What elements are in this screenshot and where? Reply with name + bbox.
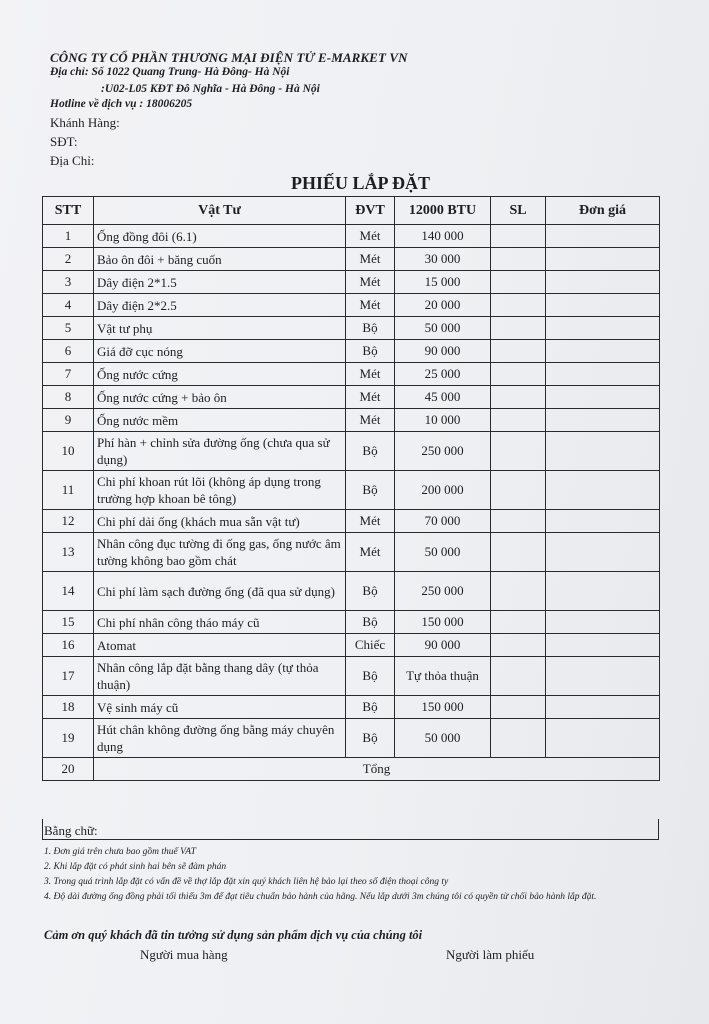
row-stt: 3 <box>43 271 94 294</box>
table-row <box>43 572 660 611</box>
row-unit-price <box>546 572 660 611</box>
company-hotline: Hotline về dịch vụ : 18006205 <box>50 98 193 110</box>
table-row <box>43 719 660 758</box>
row-quantity <box>491 634 546 657</box>
row-stt: 17 <box>43 657 94 696</box>
row-unit: Mét <box>346 294 395 317</box>
customer-name-label: Khánh Hàng: <box>50 115 120 130</box>
row-unit: Mét <box>346 248 395 271</box>
row-unit-price <box>546 248 660 271</box>
row-unit-price <box>546 634 660 657</box>
row-quantity <box>491 363 546 386</box>
row-quantity <box>491 696 546 719</box>
row-unit-price <box>546 363 660 386</box>
row-quantity <box>491 271 546 294</box>
row-unit-price <box>546 533 660 572</box>
customer-phone-label: SĐT: <box>50 134 78 149</box>
row-price: 250 000 <box>395 432 491 471</box>
customer-address-label: Địa Chỉ: <box>50 153 95 168</box>
table-row <box>43 634 660 657</box>
row-unit-price <box>546 611 660 634</box>
table-row <box>43 409 660 432</box>
row-unit-price <box>546 409 660 432</box>
table-total-row <box>43 758 660 781</box>
table-row <box>43 510 660 533</box>
row-item-name: Ống nước mềm <box>94 409 346 432</box>
row-price: 50 000 <box>395 719 491 758</box>
row-item-name: Ống nước cứng <box>94 363 346 386</box>
notes <box>44 845 644 905</box>
row-unit: Bộ <box>346 471 395 510</box>
amount-in-words-box <box>42 819 659 840</box>
row-stt: 1 <box>43 225 94 248</box>
table-row <box>43 471 660 510</box>
row-item-name: Vệ sinh máy cũ <box>94 696 346 719</box>
row-price: 25 000 <box>395 363 491 386</box>
row-item-name: Chi phí dải ống (khách mua sẵn vật tư) <box>94 510 346 533</box>
table-row <box>43 432 660 471</box>
row-unit: Bộ <box>346 340 395 363</box>
row-stt: 10 <box>43 432 94 471</box>
row-unit-price <box>546 225 660 248</box>
total-label: Tổng <box>94 758 660 781</box>
row-quantity <box>491 317 546 340</box>
note-2: 2. Khi lắp đặt có phát sinh hai bên sẽ đàm phán <box>44 862 227 872</box>
row-unit: Bộ <box>346 719 395 758</box>
amount-in-words-label: Bằng chữ: <box>44 823 98 838</box>
row-quantity <box>491 611 546 634</box>
row-stt: 11 <box>43 471 94 510</box>
table-row <box>43 248 660 271</box>
row-stt: 12 <box>43 510 94 533</box>
row-stt: 8 <box>43 386 94 409</box>
header-price-12000btu: 12000 BTU <box>395 197 491 225</box>
row-unit: Mét <box>346 363 395 386</box>
row-unit-price <box>546 696 660 719</box>
row-price: 70 000 <box>395 510 491 533</box>
table-row <box>43 225 660 248</box>
row-unit: Mét <box>346 533 395 572</box>
row-unit-price <box>546 317 660 340</box>
row-item-name: Hút chân không đường ống bằng máy chuyên dụng <box>94 719 346 758</box>
note-1: 1. Đơn giá trên chưa bao gồm thuế VAT <box>44 847 196 857</box>
row-quantity <box>491 225 546 248</box>
row-unit: Mét <box>346 409 395 432</box>
row-stt: 6 <box>43 340 94 363</box>
row-unit: Bộ <box>346 317 395 340</box>
row-unit-price <box>546 510 660 533</box>
note-4: 4. Độ dài đường ống đồng phải tối thiểu 3m để đạt tiêu chuẩn bảo hành của hãng. Nếu lắp dưới 3m chúng tôi có quyền từ chối bảo hành lắp đặt. <box>44 892 597 902</box>
table-row <box>43 386 660 409</box>
row-quantity <box>491 340 546 363</box>
row-item-name: Ống đồng đôi (6.1) <box>94 225 346 248</box>
row-item-name: Nhân công lắp đặt bằng thang dây (tự thỏa thuận) <box>94 657 346 696</box>
table-row <box>43 533 660 572</box>
row-price: Tự thỏa thuận <box>395 657 491 696</box>
row-item-name: Phí hàn + chỉnh sửa đường ống (chưa qua sử dụng) <box>94 432 346 471</box>
row-unit: Bộ <box>346 657 395 696</box>
row-price: 50 000 <box>395 317 491 340</box>
row-quantity <box>491 409 546 432</box>
row-unit-price <box>546 294 660 317</box>
row-item-name: Dây điện 2*2.5 <box>94 294 346 317</box>
table-body <box>43 225 660 781</box>
row-unit: Chiếc <box>346 634 395 657</box>
row-item-name: Dây điện 2*1.5 <box>94 271 346 294</box>
row-item-name: Nhân công đục tường đi ống gas, ống nước âm tường không bao gồm chát <box>94 533 346 572</box>
row-stt: 16 <box>43 634 94 657</box>
table-row <box>43 317 660 340</box>
company-address-line-1: Địa chỉ: Số 1022 Quang Trung- Hà Đông- Hà Nội <box>50 66 290 78</box>
row-unit: Mét <box>346 225 395 248</box>
table-header-row <box>43 197 660 225</box>
thank-you-message: Cảm ơn quý khách đã tin tưởng sử dụng sản phẩm dịch vụ của chúng tôi <box>44 928 423 942</box>
row-quantity <box>491 533 546 572</box>
signature-issuer: Người làm phiếu <box>446 947 535 962</box>
row-stt: 4 <box>43 294 94 317</box>
row-price: 90 000 <box>395 634 491 657</box>
row-unit-price <box>546 432 660 471</box>
row-unit-price <box>546 340 660 363</box>
row-unit-price <box>546 271 660 294</box>
row-unit: Bộ <box>346 432 395 471</box>
row-price: 10 000 <box>395 409 491 432</box>
table-row <box>43 294 660 317</box>
row-price: 90 000 <box>395 340 491 363</box>
row-item-name: Chi phí khoan rút lõi (không áp dụng trong trường hợp khoan bê tông) <box>94 471 346 510</box>
row-item-name: Vật tư phụ <box>94 317 346 340</box>
row-unit: Bộ <box>346 572 395 611</box>
row-unit-price <box>546 386 660 409</box>
header-quantity: SL <box>491 197 546 225</box>
row-price: 250 000 <box>395 572 491 611</box>
row-item-name: Bảo ôn đôi + băng cuốn <box>94 248 346 271</box>
row-item-name: Atomat <box>94 634 346 657</box>
row-price: 45 000 <box>395 386 491 409</box>
company-name: CÔNG TY CỔ PHẦN THƯƠNG MẠI ĐIỆN TỬ E-MARKET VN <box>50 50 408 65</box>
row-unit-price <box>546 719 660 758</box>
row-stt: 9 <box>43 409 94 432</box>
header-item: Vật Tư <box>94 197 346 225</box>
company-address-line-2: :U02-L05 KĐT Đô Nghĩa - Hà Đông - Hà Nội <box>101 83 320 95</box>
row-price: 200 000 <box>395 471 491 510</box>
row-quantity <box>491 572 546 611</box>
row-stt: 5 <box>43 317 94 340</box>
row-quantity <box>491 657 546 696</box>
row-price: 30 000 <box>395 248 491 271</box>
row-item-name: Ống nước cứng + bảo ôn <box>94 386 346 409</box>
row-unit: Bộ <box>346 611 395 634</box>
table-row <box>43 611 660 634</box>
row-stt: 15 <box>43 611 94 634</box>
table-row <box>43 340 660 363</box>
row-price: 150 000 <box>395 611 491 634</box>
row-quantity <box>491 471 546 510</box>
row-quantity <box>491 432 546 471</box>
row-quantity <box>491 248 546 271</box>
row-price: 150 000 <box>395 696 491 719</box>
row-stt: 18 <box>43 696 94 719</box>
row-quantity <box>491 294 546 317</box>
row-unit: Mét <box>346 510 395 533</box>
row-stt: 14 <box>43 572 94 611</box>
row-quantity <box>491 386 546 409</box>
table-row <box>43 271 660 294</box>
row-stt: 13 <box>43 533 94 572</box>
row-price: 50 000 <box>395 533 491 572</box>
header-unit-price: Đơn giá <box>546 197 660 225</box>
row-price: 15 000 <box>395 271 491 294</box>
total-row-stt: 20 <box>43 758 94 781</box>
header-stt: STT <box>43 197 94 225</box>
row-unit-price <box>546 471 660 510</box>
signature-buyer: Người mua hàng <box>140 947 228 962</box>
row-quantity <box>491 719 546 758</box>
row-unit: Mét <box>346 386 395 409</box>
table-row <box>43 363 660 386</box>
row-stt: 2 <box>43 248 94 271</box>
note-3: 3. Trong quá trình lắp đặt có vấn đề về thợ lắp đặt xin quý khách liên hệ bảo lại theo số điện thoại công ty <box>44 877 449 887</box>
table-row <box>43 657 660 696</box>
row-stt: 19 <box>43 719 94 758</box>
row-stt: 7 <box>43 363 94 386</box>
row-unit: Mét <box>346 271 395 294</box>
installation-price-table <box>42 196 660 781</box>
document-title: PHIẾU LẮP ĐẶT <box>290 173 431 193</box>
row-item-name: Giá đỡ cục nóng <box>94 340 346 363</box>
header-unit: ĐVT <box>346 197 395 225</box>
row-item-name: Chi phí làm sạch đường ống (đã qua sử dụng) <box>94 572 346 611</box>
row-unit-price <box>546 657 660 696</box>
row-item-name: Chi phí nhân công tháo máy cũ <box>94 611 346 634</box>
row-quantity <box>491 510 546 533</box>
row-price: 20 000 <box>395 294 491 317</box>
row-price: 140 000 <box>395 225 491 248</box>
table-row <box>43 696 660 719</box>
row-unit: Bộ <box>346 696 395 719</box>
